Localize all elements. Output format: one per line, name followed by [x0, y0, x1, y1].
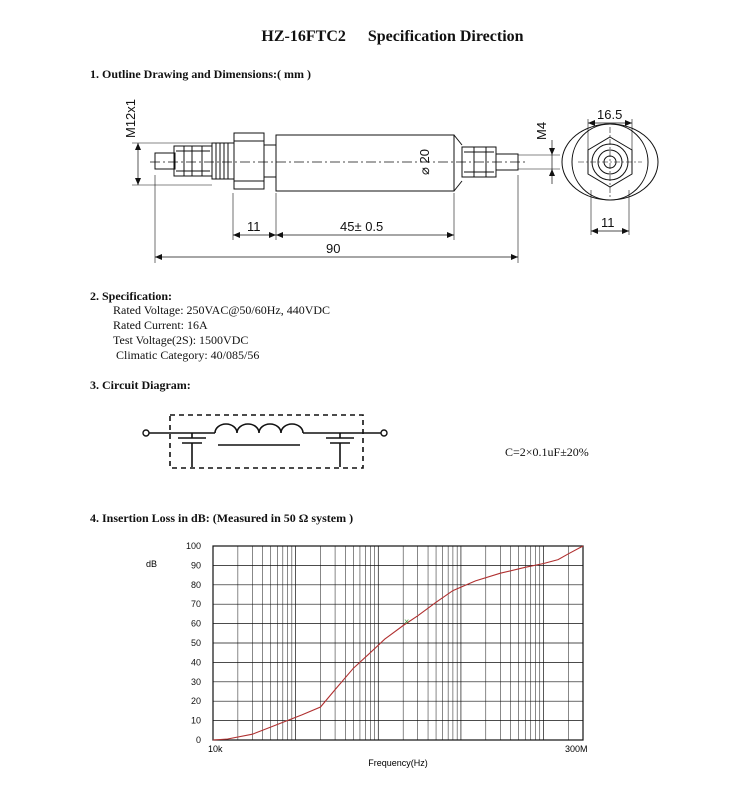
- y-tick-label: 80: [190, 579, 201, 590]
- spec-rated-voltage: Rated Voltage: 250VAC@50/60Hz, 440VDC: [113, 303, 331, 317]
- y-tick-label: 0: [195, 735, 201, 745]
- x-axis-label: Frequency(Hz): [368, 758, 428, 768]
- outline-drawing: [0, 85, 750, 275]
- spec-test-voltage: Test Voltage(2S): 1500VDC: [113, 333, 249, 347]
- spec-climatic-category: Climatic Category: 40/085/56: [113, 348, 260, 362]
- dim-flange-len: 11: [247, 219, 261, 234]
- model-number: HZ-16FTC2: [261, 28, 346, 45]
- x-tick-300M: 300M: [565, 744, 588, 754]
- spec-rated-current: Rated Current: 16A: [113, 318, 208, 332]
- y-axis-label: dB: [146, 559, 158, 569]
- dim-hex-depth: 11: [601, 215, 615, 230]
- section-spec-heading: 2. Specification:: [90, 289, 172, 303]
- title-heading: Specification Direction: [367, 28, 524, 45]
- dim-hex-width: 16.5: [597, 107, 623, 122]
- dim-total-len: 90: [326, 241, 341, 256]
- dim-thread: M12x1: [123, 98, 138, 138]
- x-tick-10k: 10k: [208, 744, 223, 754]
- y-tick-label: 90: [190, 560, 201, 571]
- y-tick-label: 10: [190, 715, 201, 726]
- y-tick-label: 30: [190, 676, 201, 687]
- y-tick-label: 40: [190, 657, 201, 668]
- capacitance-value: C=2×0.1uF±20%: [505, 445, 589, 459]
- section-circuit-heading: 3. Circuit Diagram:: [90, 378, 191, 392]
- page-title: [0, 28, 750, 46]
- section-outline-heading: 1. Outline Drawing and Dimensions:( mm ): [90, 67, 312, 81]
- data-marker: ×: [403, 616, 410, 627]
- y-tick-label: 50: [190, 638, 201, 648]
- dim-diameter: ⌀ 20: [417, 149, 432, 175]
- dim-terminal: M4: [534, 121, 549, 140]
- dim-body-len: 45± 0.5: [340, 219, 384, 234]
- y-tick-label: 60: [190, 618, 201, 629]
- y-tick-label: 100: [185, 541, 201, 551]
- y-tick-label: 20: [190, 696, 201, 707]
- y-tick-label: 70: [190, 599, 201, 610]
- circuit-diagram: [130, 405, 400, 480]
- section-insertion-loss-heading: 4. Insertion Loss in dB: (Measured in 50 Ω system ): [90, 511, 354, 525]
- insertion-loss-chart: [140, 535, 610, 775]
